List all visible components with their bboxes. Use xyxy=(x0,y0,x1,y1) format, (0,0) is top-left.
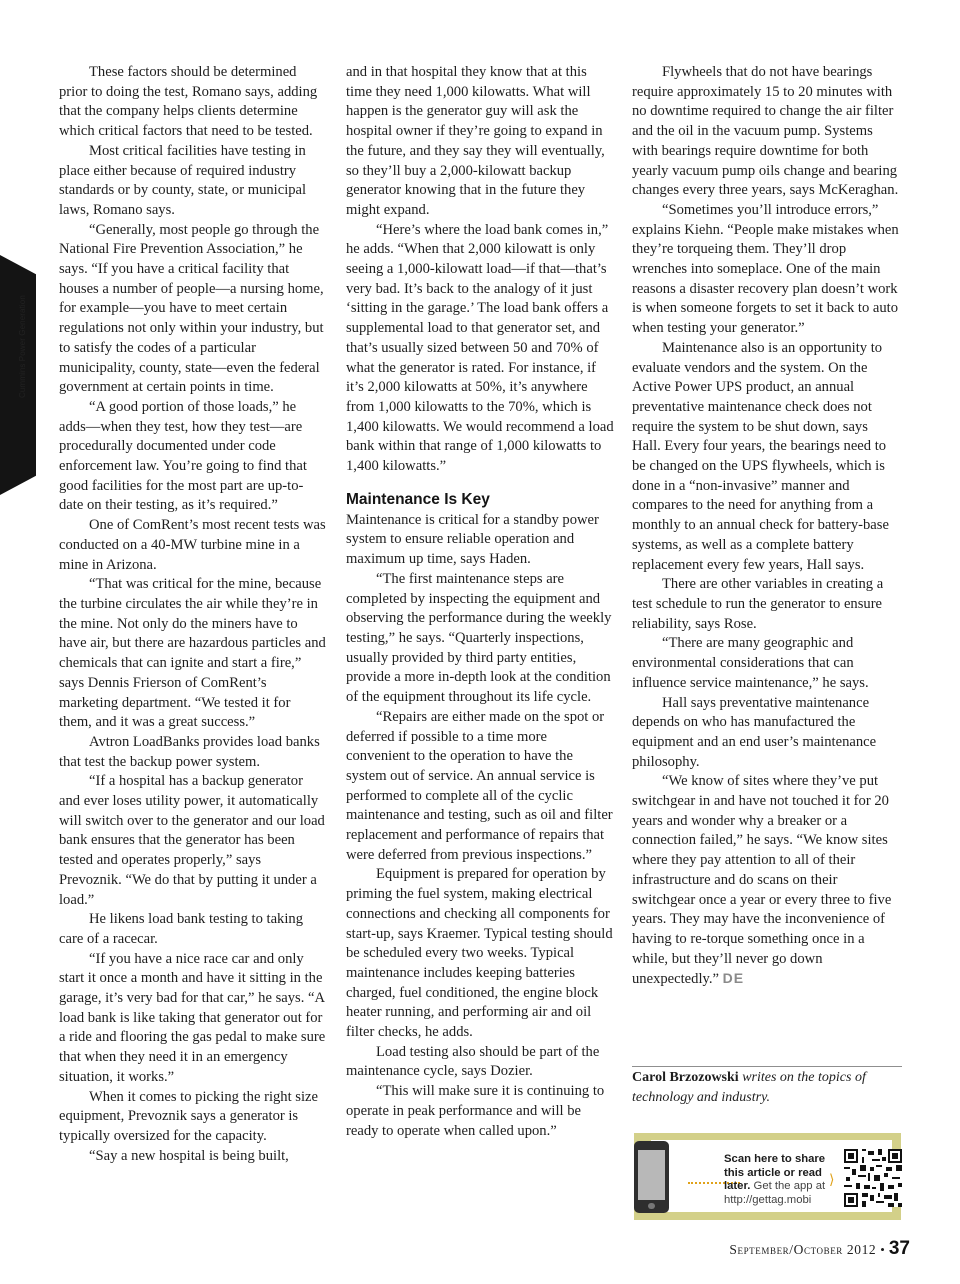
paragraph: Maintenance also is an opportunity to evaluate vendors and the system. On the Active Power UPS product, an annual preventative maintenance check does not require the system to be shut down, says Hall. Every four years, the bearings need to be changed on the UPS flywheels, which is done in a “non-invasive” manner and compares to the need for anything from a monthly to an annual check for battery-base systems, as well as a complete battery replacement every few years, Hall says. xyxy=(632,339,889,573)
paragraph: Flywheels that do not have bearings require approximately 15 to 20 minutes with no downtime required to change the air filter and the oil in the vacuum pump. Systems with bearings require downtime for both yearly vacuum pump oils change and bearing changes every three years, says McKeraghan. xyxy=(632,64,899,199)
arrow-icon: ⟩ xyxy=(829,1172,835,1188)
issue-date: September/October 2012 xyxy=(729,1242,877,1257)
folio-bullet: • xyxy=(880,1242,885,1257)
qr-share-panel xyxy=(651,1140,892,1212)
paragraph: “This will make sure it is continuing to operate in peak performance and will be ready to operate when called upon.” xyxy=(346,1083,605,1139)
paragraph: These factors should be determined prior to doing the test, Romano says, adding that the company helps clients determine which critical factors that need to be tested. xyxy=(59,64,318,140)
qr-headline: Scan here to share this article or read later. xyxy=(724,1153,826,1192)
qr-share-box xyxy=(634,1133,901,1220)
paragraph: Most critical facilities have testing in place either because of required industry standards or by county, state, or municipal laws, Romano says. xyxy=(59,142,307,218)
article-column-2 xyxy=(346,63,614,1141)
paragraph: “The first maintenance steps are completed by inspecting the equipment and observing the performance during the weekly testing,” he says. “Quarterly inspections, usually provided by third party entities, provide a more in-depth look at the condition of the equipment throughout its life cycle. xyxy=(346,570,612,706)
paragraph: “Repairs are either made on the spot or deferred if possible to a time more convenient to the operation to have the system out of service. An annual service is performed to complete all of the cyclic maintenance and testing, such as oil and filter replacement and performance of repairs that were deferred from previous inspections.” xyxy=(346,708,613,863)
author-name: Carol Brzozowski xyxy=(632,1070,739,1085)
paragraph: “If a hospital has a backup generator and ever loses utility power, it automatically will switch over to the generator and our load bank ensures that the generator has been tested and operates properly,” says Prevoznik. “We do that by putting it under a load.” xyxy=(59,773,325,908)
qr-subtext: Get the app at http://gettag.mobi xyxy=(724,1180,826,1206)
paragraph: He likens load bank testing to taking care of a racecar. xyxy=(59,911,304,947)
paragraph: “Sometimes you’ll introduce errors,” explains Kiehn. “People make mistakes when they’re torqueing them. They’ll drop wrenches into someplace. One of the main reasons a disaster recovery plan doesn’t work is when someone forgets to set it back to auto when testing your generator.” xyxy=(632,201,899,337)
author-description: writes on the topics of technology and industry. xyxy=(632,1070,866,1105)
phone-icon xyxy=(634,1141,669,1213)
article-column-1 xyxy=(59,63,326,1166)
paragraph: and in that hospital they know that at this time they need 1,000 kilowatts. What will happen is the generator guy will ask the hospital owner if they’re going to expand in the future, and they say they will eventually, so they’ll buy a 2,000-kilowatt backup generator knowing that in the future they might expand. xyxy=(346,64,605,218)
paragraph: There are other variables in creating a test schedule to run the generator to ensure reliability, says Rose. xyxy=(632,576,884,632)
paragraph: “A good portion of those loads,” he adds—when they test, how they test—are procedurally documented under code enforcement law. You’re going to find that good facilities for the most part are up-to-date on their testing, as it’s required.” xyxy=(59,398,307,514)
paragraph-text: “We know of sites where they’ve put switchgear in and have not touched it for 20 years and wonder why a breaker or a connection failed,” he says. “We know sites where they pay attention to all of their infrastructure and do scans on their switchgear once a year or every three to five years. They may have the inconvenience of having to re-torque something once in a while, but they’ll never go down unexpectedly.” xyxy=(632,773,892,988)
paragraph: “There are many geographic and environmental considerations that can influence service maintenance,” he says. xyxy=(632,635,869,691)
article-column-3 xyxy=(632,63,900,990)
qr-code-icon[interactable] xyxy=(844,1149,902,1207)
page-footer xyxy=(640,1238,910,1260)
paragraph: Load testing also should be part of the maintenance cycle, says Dozier. xyxy=(346,1043,600,1080)
author-bio xyxy=(632,1068,902,1107)
phone-button xyxy=(648,1203,655,1209)
paragraph: When it comes to picking the right size equipment, Prevoznik says a generator is typically oversized for the capacity. xyxy=(59,1088,318,1144)
paragraph: Hall says preventative maintenance depends on who has manufactured the equipment and an end user’s maintenance philosophy. xyxy=(632,694,877,770)
paragraph: “Generally, most people go through the National Fire Prevention Association,” he says. “If you have a critical facility that houses a number of people—a nursing home, for example—you have to meet certain regulations not only within your industry, but to satisfy the codes of a particular municipality, county, state—even the federal government at certain points in time. xyxy=(59,221,324,396)
end-mark: DE xyxy=(722,970,745,987)
paragraph: Avtron LoadBanks provides load banks that test the backup power system. xyxy=(59,733,320,770)
paragraph: “Say a new hospital is being built, xyxy=(89,1147,289,1164)
page-number: 37 xyxy=(888,1238,910,1259)
paragraph: Equipment is prepared for operation by priming the fuel system, making electrical connections and checking all components for start-up, says Kraemer. Typical testing should be scheduled every two weeks. Typical maintenance includes keeping batteries charged, fuel conditioned, the engine block heater running, and performing air and oil filter checks, he adds. xyxy=(346,866,613,1041)
paragraph: Maintenance is critical for a standby power system to ensure reliable operation and maximum up time, says Haden. xyxy=(346,511,599,568)
paragraph-final xyxy=(632,772,900,990)
paragraph: “That was critical for the mine, because the turbine circulates the air while they’re in the mine. Not only do the miners have to have air, but there are hazardous particles and chemicals that can ignite and start a fire,” says Dennis Frierson of ComRent’s marketing department. “We tested it for them, and it was a great success.” xyxy=(59,576,326,731)
paragraph: One of ComRent’s most recent tests was conducted on a 40-MW turbine mine in a mine in Arizona. xyxy=(59,517,326,573)
qr-instructions xyxy=(724,1153,842,1207)
bio-divider xyxy=(632,1066,902,1067)
paragraph: “If you have a nice race car and only start it once a month and have it sitting in the garage, it’s very bad for that car,” he says. “A load bank is like taking that generator out for a ride and flooring the gas pedal to make sure that when they need it in an emergency situation, it works.” xyxy=(59,950,326,1085)
section-heading: Maintenance Is Key xyxy=(346,490,490,508)
paragraph: “Here’s where the load bank comes in,” he adds. “When that 2,000 kilowatt is only seeing a 1,000-kilowatt load—if that—that’s very bad. It’s back to the analogy of it just ‘sitting in the garage.’ The load bank offers a supplemental load to that generator set, and that’s usually sized between 50 and 70% of what the generator is rated. For instance, if it’s 2,000 kilowatts at 50%, it’s anywhere from 1,000 kilowatts to the 70%, which is 1,400 kilowatts. We would recommend a load bank within that range of 1,000 kilowatts to 1,400 kilowatts.” xyxy=(346,221,614,475)
phone-screen xyxy=(638,1150,665,1200)
photo-credit: Cummins Power Generation xyxy=(18,295,27,398)
